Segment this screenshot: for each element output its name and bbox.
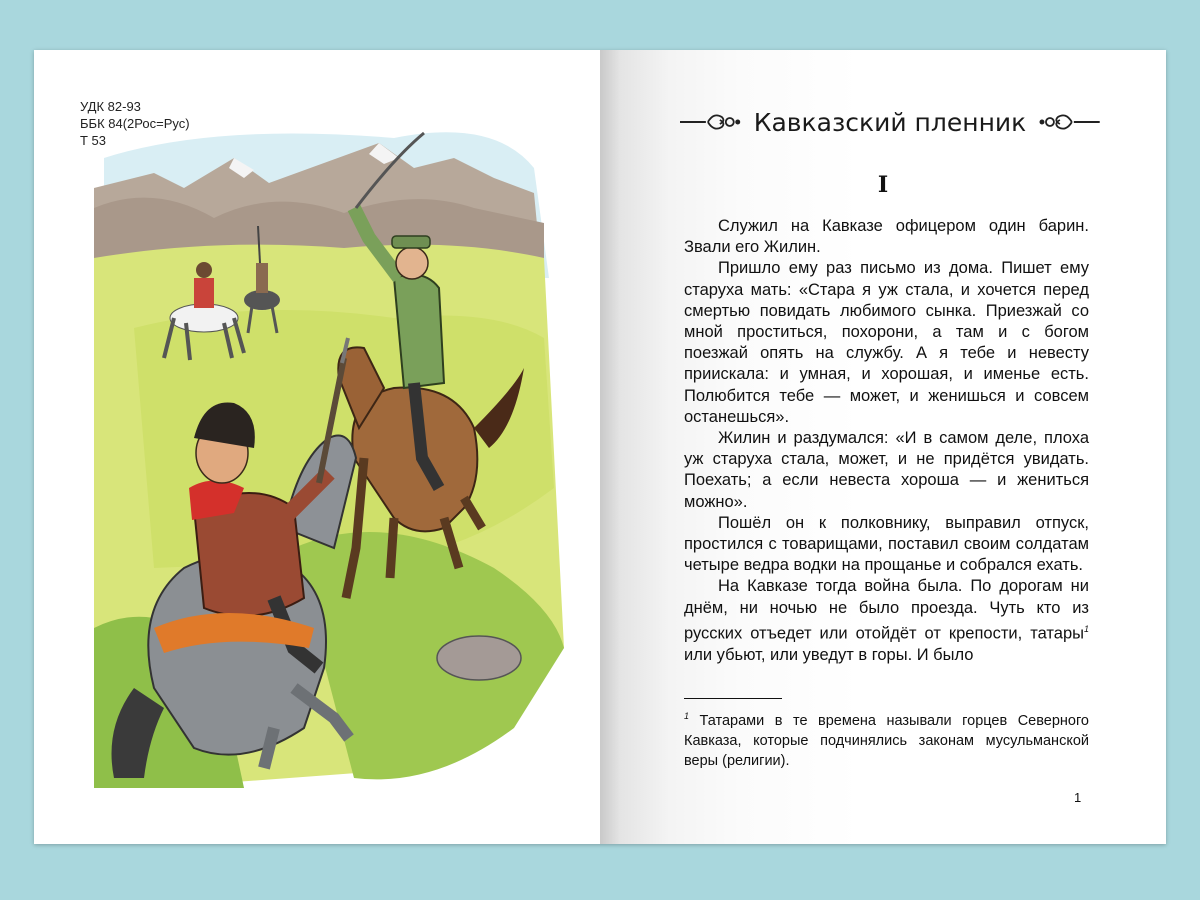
paragraph <box>684 576 1089 665</box>
page-number: 1 <box>1074 790 1082 805</box>
paragraph: Жилин и раздумался: «И в самом деле, плоха уж старуха стала, может, и не придётся увидать. Поехать; а если невеста хороша — и жениться можно». <box>684 429 1089 511</box>
left-page <box>34 50 600 844</box>
paragraph-text: На Кавказе тогда война была. По дорогам ни днём, ни ночью не было проезда. Чуть кто из русских отъедет или отойдёт от крепости, татары <box>684 577 1089 643</box>
footnote-marker: 1 <box>684 711 690 721</box>
story-text <box>684 216 1089 666</box>
story-title: Кавказский пленник <box>753 107 1027 137</box>
footnote-text: Татарами в те времена называли горцев Северного Кавказа, которые подчинялись законам мусульманской веры (религии). <box>684 712 1089 769</box>
book-spread <box>34 50 1166 844</box>
paragraph: Пошёл он к полковнику, выправил отпуск, простился с товарищами, поставил своим солдатам четыре ведра водки на прощанье и собрался ехать. <box>684 513 1089 575</box>
chapter-number: I <box>877 172 889 198</box>
paragraph: Служил на Кавказе офицером один барин. Звали его Жилин. <box>684 217 1089 257</box>
horseback-fight-illustration <box>94 128 564 788</box>
footnote-divider <box>684 698 782 699</box>
footnote-marker: 1 <box>1083 623 1089 634</box>
ornament-right-icon <box>1038 109 1100 135</box>
right-page <box>600 50 1166 844</box>
ornament-left-icon <box>680 109 742 135</box>
paragraph-text: или убьют, или уведут в горы. И было <box>684 645 974 664</box>
author-mark: Т 53 <box>80 133 107 148</box>
footnote <box>684 706 1089 771</box>
paragraph: Пришло ему раз письмо из дома. Пишет ему старуха мать: «Стара я уж стала, и хочется перед смертью повидать любимого сынка. Приезжай со мной проститься, похорони, а там и с богом поезжай опять на службу. А я тебе и невесту приискала: и умная, и хорошая, и именье есть. Полюбится тебе — может, и женишься и совсем останешься». <box>684 259 1089 426</box>
title-heading <box>680 102 1100 142</box>
bbk-code: ББК 84(2Рос=Рус) <box>80 116 190 131</box>
udk-code: УДК 82-93 <box>80 99 141 114</box>
